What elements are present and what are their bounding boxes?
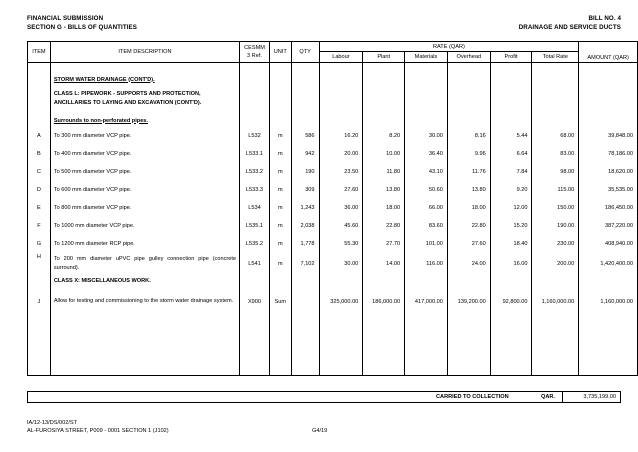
row-cell-profit: 18.40	[490, 235, 532, 253]
col-materials: Materials	[405, 52, 448, 63]
bill-number: BILL NO. 4	[588, 15, 621, 22]
row-cell-amount: 18,620.00	[579, 163, 638, 181]
row-cell-labour: 36.00	[319, 199, 363, 217]
col-item: ITEM	[28, 42, 51, 63]
col-overhead: Overhead	[447, 52, 490, 63]
row-cell-total: 230.00	[532, 235, 579, 253]
row-cell-ref: L533.3	[240, 181, 270, 199]
row-cell-unit: m	[269, 235, 291, 253]
row-cell-materials: 30.00	[405, 127, 448, 145]
row-cell-profit: 15.20	[490, 217, 532, 235]
row-cell-total: 83.00	[532, 145, 579, 163]
row-j-materials: 417,000.00	[405, 288, 448, 316]
row-cell-labour: 27.60	[319, 181, 363, 199]
row-cell-profit: 5.44	[490, 127, 532, 145]
row-cell-desc: To 200 mm diameter uPVC pipe gulley connection pipe (concrete surround).	[50, 253, 239, 275]
row-cell-unit: m	[269, 163, 291, 181]
row-cell-materials: 43.10	[405, 163, 448, 181]
row-cell-profit: 6.64	[490, 145, 532, 163]
row-cell-total: 200.00	[532, 253, 579, 275]
row-cell-materials: 50.60	[405, 181, 448, 199]
row-cell-overhead: 9.96	[447, 145, 490, 163]
table-row	[28, 235, 638, 253]
table-row	[28, 217, 638, 235]
col-labour: Labour	[319, 52, 363, 63]
heading-storm: STORM WATER DRAINAGE (CONT'D).	[50, 63, 239, 83]
col-qty: QTY	[291, 42, 319, 63]
row-cell-total: 98.00	[532, 163, 579, 181]
row-cell-item: B	[28, 145, 51, 163]
row-cell-desc: To 800 mm diameter VCP pipe.	[50, 199, 239, 217]
row-cell-item: F	[28, 217, 51, 235]
row-cell-labour: 55.30	[319, 235, 363, 253]
row-cell-total: 150.00	[532, 199, 579, 217]
row-cell-ref: L534	[240, 199, 270, 217]
heading-class-x: CLASS X: MISCELLANEOUS WORK.	[50, 275, 239, 288]
row-cell-ref: L541	[240, 253, 270, 275]
row-cell-materials: 66.00	[405, 199, 448, 217]
row-cell-qty: 1,243	[291, 199, 319, 217]
row-j-profit: 92,800.00	[490, 288, 532, 316]
row-cell-labour: 23.50	[319, 163, 363, 181]
row-cell-qty: 309	[291, 181, 319, 199]
row-cell-profit: 7.84	[490, 163, 532, 181]
row-cell-overhead: 24.00	[447, 253, 490, 275]
row-cell-ref: L533.1	[240, 145, 270, 163]
table-row	[28, 199, 638, 217]
carried-currency: QAR.	[541, 394, 555, 400]
carried-amount: 3,735,199.00	[583, 394, 616, 400]
row-cell-amount: 39,848.00	[579, 127, 638, 145]
row-j-unit: Sum	[269, 288, 291, 316]
row-j-ref: X900	[240, 288, 270, 316]
row-j-overhead: 139,200.00	[447, 288, 490, 316]
row-cell-unit: m	[269, 199, 291, 217]
row-cell-materials: 36.40	[405, 145, 448, 163]
row-cell-unit: m	[269, 181, 291, 199]
row-cell-qty: 942	[291, 145, 319, 163]
row-j-labour: 325,000.00	[319, 288, 363, 316]
row-cell-materials: 116.00	[405, 253, 448, 275]
row-cell-plant: 8.20	[363, 127, 405, 145]
row-cell-plant: 27.70	[363, 235, 405, 253]
row-cell-amount: 1,420,400.00	[579, 253, 638, 275]
row-cell-ref: L535.2	[240, 235, 270, 253]
carried-row	[27, 391, 621, 403]
row-cell-unit: m	[269, 253, 291, 275]
page-number: G4/19	[312, 428, 328, 434]
row-cell-profit: 12.00	[490, 199, 532, 217]
row-cell-desc: To 500 mm diameter VCP pipe.	[50, 163, 239, 181]
col-cesmm-line1: CESMM	[244, 45, 265, 51]
table-row	[28, 253, 638, 275]
col-plant: Plant	[363, 52, 405, 63]
carried-label: CARRIED TO COLLECTION	[436, 394, 509, 400]
section-title: SECTION G - BILLS OF QUANTITIES	[27, 24, 138, 31]
row-cell-plant: 18.00	[363, 199, 405, 217]
row-cell-item: A	[28, 127, 51, 145]
footer-location: AL-FUROSIYA STREET, P009 - 0001 SECTION 1 (J102)	[27, 428, 169, 434]
row-cell-qty: 7,102	[291, 253, 319, 275]
heading-class-l: CLASS L: PIPEWORK - SUPPORTS AND PROTECTION, ANCILLARIES TO LAYING AND EXCAVATION (CONT'D).	[50, 83, 239, 115]
row-cell-amount: 35,535.00	[579, 181, 638, 199]
row-cell-qty: 190	[291, 163, 319, 181]
row-cell-ref: L532	[240, 127, 270, 145]
row-j-item: J	[28, 288, 51, 316]
row-cell-plant: 13.80	[363, 181, 405, 199]
table-row	[28, 163, 638, 181]
row-cell-item: G	[28, 235, 51, 253]
row-cell-materials: 101.00	[405, 235, 448, 253]
row-cell-unit: m	[269, 217, 291, 235]
row-cell-total: 68.00	[532, 127, 579, 145]
row-cell-overhead: 11.76	[447, 163, 490, 181]
row-cell-item: C	[28, 163, 51, 181]
row-cell-total: 190.00	[532, 217, 579, 235]
row-cell-overhead: 27.60	[447, 235, 490, 253]
row-cell-overhead: 8.16	[447, 127, 490, 145]
col-cesmm	[240, 42, 270, 63]
footer-ref: IA/12-13/DS/002/ST	[27, 420, 78, 426]
row-cell-labour: 20.00	[319, 145, 363, 163]
row-cell-item: E	[28, 199, 51, 217]
row-cell-desc: To 400 mm diameter VCP pipe.	[50, 145, 239, 163]
row-cell-desc: To 300 mm diameter VCP pipe.	[50, 127, 239, 145]
row-cell-labour: 16.20	[319, 127, 363, 145]
doc-title: FINANCIAL SUBMISSION	[27, 15, 104, 22]
col-cesmm-line2: 3 Ref.	[247, 53, 262, 59]
row-cell-item: D	[28, 181, 51, 199]
row-cell-materials: 83.60	[405, 217, 448, 235]
row-j-description: Allow for testing and commissioning to the storm water drainage system.	[50, 288, 239, 316]
row-j-amount: 1,160,000.00	[579, 288, 638, 316]
table-row	[28, 127, 638, 145]
row-cell-labour: 30.00	[319, 253, 363, 275]
row-j-total: 1,160,000.00	[532, 288, 579, 316]
row-cell-unit: m	[269, 145, 291, 163]
row-cell-plant: 14.00	[363, 253, 405, 275]
row-cell-desc: To 1200 mm diameter RCP pipe.	[50, 235, 239, 253]
row-cell-overhead: 22.80	[447, 217, 490, 235]
row-cell-ref: L535.1	[240, 217, 270, 235]
col-unit: UNIT	[269, 42, 291, 63]
row-cell-item: H	[28, 253, 51, 275]
table-row	[28, 181, 638, 199]
row-cell-plant: 11.80	[363, 163, 405, 181]
row-cell-overhead: 18.00	[447, 199, 490, 217]
row-cell-desc: To 1000 mm diameter VCP pipe.	[50, 217, 239, 235]
row-cell-plant: 22.80	[363, 217, 405, 235]
boq-table	[27, 41, 638, 376]
row-j-plant: 186,000.00	[363, 288, 405, 316]
heading-surrounds: Surrounds to non-perforated pipes.	[50, 115, 239, 127]
row-cell-total: 115.00	[532, 181, 579, 199]
col-description: ITEM DESCRIPTION	[50, 42, 239, 63]
row-cell-amount: 387,220.00	[579, 217, 638, 235]
col-rate-group: RATE (QAR)	[319, 42, 579, 52]
row-cell-amount: 186,450.00	[579, 199, 638, 217]
col-profit: Profit	[490, 52, 532, 63]
row-cell-qty: 586	[291, 127, 319, 145]
row-cell-amount: 408,940.00	[579, 235, 638, 253]
row-cell-overhead: 13.80	[447, 181, 490, 199]
row-cell-desc: To 600 mm diameter VCP pipe.	[50, 181, 239, 199]
row-cell-qty: 2,038	[291, 217, 319, 235]
row-j-qty	[291, 288, 319, 316]
row-cell-unit: m	[269, 127, 291, 145]
table-row	[28, 145, 638, 163]
row-cell-amount: 78,186.00	[579, 145, 638, 163]
row-cell-qty: 1,778	[291, 235, 319, 253]
row-cell-profit: 9.20	[490, 181, 532, 199]
col-amount: AMOUNT (QAR)	[579, 42, 638, 63]
row-cell-profit: 16.00	[490, 253, 532, 275]
row-cell-plant: 10.00	[363, 145, 405, 163]
col-total-rate: Total Rate	[532, 52, 579, 63]
row-cell-labour: 45.60	[319, 217, 363, 235]
row-cell-ref: L533.2	[240, 163, 270, 181]
bill-title: DRAINAGE AND SERVICE DUCTS	[518, 24, 621, 31]
